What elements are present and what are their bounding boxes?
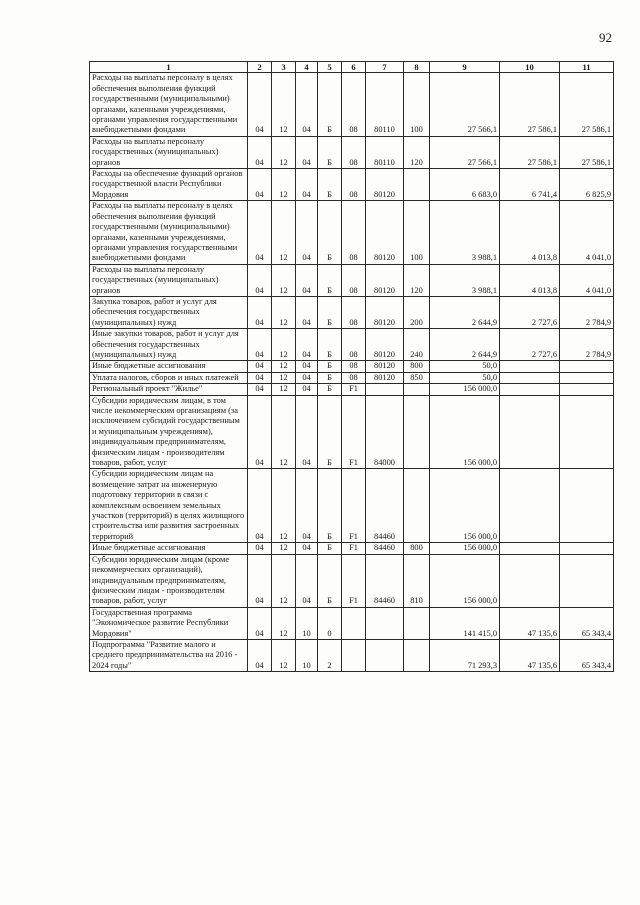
row-cell-c8: 100 — [404, 73, 430, 136]
row-cell-c8: 810 — [404, 554, 430, 607]
row-cell-c7: 80110 — [366, 73, 404, 136]
row-cell-c10: 47 135,6 — [500, 607, 560, 639]
row-name-cell: Подпрограмма "Развитие малого и среднего предпринимательства на 2016 - 2024 годы" — [90, 639, 248, 671]
row-cell-c2: 04 — [248, 395, 272, 469]
row-cell-c7: 80120 — [366, 372, 404, 383]
row-cell-c4: 04 — [296, 395, 318, 469]
table-row — [90, 384, 614, 395]
row-cell-c2: 04 — [248, 201, 272, 264]
row-cell-c9: 27 566,1 — [430, 136, 500, 168]
row-cell-c5: Б — [318, 296, 342, 328]
row-cell-c5: Б — [318, 73, 342, 136]
row-name-cell: Расходы на обеспечение функций органов государственной власти Республики Мордовия — [90, 169, 248, 201]
row-name-cell: Уплата налогов, сборов и иных платежей — [90, 372, 248, 383]
row-name-cell: Расходы на выплаты персоналу государственных (муниципальных) органов — [90, 264, 248, 296]
row-cell-c10 — [500, 543, 560, 554]
column-header-3: 3 — [272, 62, 296, 73]
row-cell-c3: 12 — [272, 296, 296, 328]
table-row — [90, 639, 614, 671]
table-row — [90, 329, 614, 361]
row-cell-c4: 04 — [296, 296, 318, 328]
row-cell-c8: 800 — [404, 543, 430, 554]
row-cell-c2: 04 — [248, 361, 272, 372]
row-cell-c6: 08 — [342, 73, 366, 136]
row-cell-c11 — [560, 543, 614, 554]
row-cell-c3: 12 — [272, 469, 296, 543]
row-name-cell: Субсидии юридическим лицам, в том числе некоммерческим организациям (за исключением субсидий государственным и муниципальным учреждениям), индивидуальным предпринимателям, физическим лицам - производителям товаров, работ, услуг — [90, 395, 248, 469]
row-cell-c10: 27 586,1 — [500, 136, 560, 168]
row-cell-c8 — [404, 469, 430, 543]
row-cell-c4: 04 — [296, 169, 318, 201]
budget-table — [89, 61, 614, 672]
row-cell-c9: 156 000,0 — [430, 395, 500, 469]
row-cell-c10 — [500, 384, 560, 395]
row-cell-c5: Б — [318, 201, 342, 264]
row-cell-c7: 80110 — [366, 136, 404, 168]
row-name-cell: Расходы на выплаты персоналу в целях обеспечения выполнения функций государственными (муниципальными) органами, казенными учреждениями, органами управления государственными внебюджетными фондами — [90, 201, 248, 264]
row-cell-c6: 08 — [342, 372, 366, 383]
row-name-cell: Иные бюджетные ассигнования — [90, 543, 248, 554]
row-cell-c11: 4 041,0 — [560, 201, 614, 264]
row-cell-c3: 12 — [272, 201, 296, 264]
row-cell-c4: 04 — [296, 554, 318, 607]
row-cell-c7: 80120 — [366, 169, 404, 201]
row-cell-c9: 156 000,0 — [430, 469, 500, 543]
row-cell-c8 — [404, 395, 430, 469]
row-cell-c9: 71 293,3 — [430, 639, 500, 671]
row-cell-c9: 3 988,1 — [430, 201, 500, 264]
row-cell-c5: Б — [318, 361, 342, 372]
row-cell-c10: 2 727,6 — [500, 296, 560, 328]
column-header-6: 6 — [342, 62, 366, 73]
row-cell-c8: 120 — [404, 136, 430, 168]
row-cell-c10 — [500, 469, 560, 543]
row-cell-c9: 50,0 — [430, 361, 500, 372]
row-cell-c5: Б — [318, 384, 342, 395]
row-cell-c7: 80120 — [366, 296, 404, 328]
row-cell-c6: F1 — [342, 384, 366, 395]
row-cell-c3: 12 — [272, 607, 296, 639]
row-name-cell: Региональный проект "Жилье" — [90, 384, 248, 395]
row-cell-c3: 12 — [272, 169, 296, 201]
row-cell-c3: 12 — [272, 554, 296, 607]
row-cell-c8 — [404, 639, 430, 671]
header-row — [90, 62, 614, 73]
row-cell-c8: 200 — [404, 296, 430, 328]
row-cell-c5: 0 — [318, 607, 342, 639]
row-cell-c3: 12 — [272, 361, 296, 372]
row-cell-c2: 04 — [248, 136, 272, 168]
table-row — [90, 469, 614, 543]
row-cell-c4: 04 — [296, 361, 318, 372]
row-cell-c2: 04 — [248, 73, 272, 136]
row-cell-c2: 04 — [248, 264, 272, 296]
row-cell-c7: 80120 — [366, 264, 404, 296]
row-cell-c11: 27 586,1 — [560, 136, 614, 168]
row-cell-c9: 2 644,9 — [430, 296, 500, 328]
row-cell-c10: 27 586,1 — [500, 73, 560, 136]
table-row — [90, 73, 614, 136]
row-cell-c3: 12 — [272, 639, 296, 671]
row-name-cell: Субсидии юридическим лицам (кроме некоммерческих организаций), индивидуальным предпринимателям, физическим лицам - производителям товаров, работ, услуг — [90, 554, 248, 607]
column-header-5: 5 — [318, 62, 342, 73]
row-cell-c9: 3 988,1 — [430, 264, 500, 296]
row-cell-c10: 47 135,6 — [500, 639, 560, 671]
table-row — [90, 543, 614, 554]
row-cell-c3: 12 — [272, 395, 296, 469]
row-cell-c4: 04 — [296, 201, 318, 264]
row-cell-c5: Б — [318, 372, 342, 383]
row-cell-c11 — [560, 469, 614, 543]
row-cell-c9: 156 000,0 — [430, 554, 500, 607]
row-cell-c9: 141 415,0 — [430, 607, 500, 639]
row-cell-c6: F1 — [342, 469, 366, 543]
row-cell-c8: 100 — [404, 201, 430, 264]
row-cell-c6: 08 — [342, 264, 366, 296]
row-cell-c11 — [560, 361, 614, 372]
row-cell-c11 — [560, 395, 614, 469]
row-cell-c11: 65 343,4 — [560, 607, 614, 639]
row-name-cell: Закупка товаров, работ и услуг для обеспечения государственных (муниципальных) нужд — [90, 296, 248, 328]
table-row — [90, 169, 614, 201]
row-cell-c2: 04 — [248, 329, 272, 361]
row-cell-c2: 04 — [248, 372, 272, 383]
row-cell-c11 — [560, 372, 614, 383]
row-cell-c6: 08 — [342, 296, 366, 328]
row-cell-c4: 04 — [296, 136, 318, 168]
row-cell-c4: 04 — [296, 264, 318, 296]
row-cell-c11: 2 784,9 — [560, 296, 614, 328]
row-cell-c6: F1 — [342, 543, 366, 554]
row-cell-c5: Б — [318, 543, 342, 554]
row-cell-c10 — [500, 361, 560, 372]
row-cell-c9: 50,0 — [430, 372, 500, 383]
row-cell-c4: 10 — [296, 607, 318, 639]
column-header-8: 8 — [404, 62, 430, 73]
row-cell-c4: 10 — [296, 639, 318, 671]
row-cell-c4: 04 — [296, 469, 318, 543]
row-cell-c9: 156 000,0 — [430, 543, 500, 554]
row-cell-c11: 4 041,0 — [560, 264, 614, 296]
row-cell-c10 — [500, 372, 560, 383]
row-cell-c4: 04 — [296, 543, 318, 554]
table-row — [90, 372, 614, 383]
row-cell-c7: 84460 — [366, 543, 404, 554]
table-row — [90, 296, 614, 328]
row-cell-c7: 80120 — [366, 329, 404, 361]
row-cell-c2: 04 — [248, 469, 272, 543]
column-header-9: 9 — [430, 62, 500, 73]
row-cell-c8 — [404, 607, 430, 639]
row-cell-c10: 4 013,8 — [500, 264, 560, 296]
row-cell-c3: 12 — [272, 136, 296, 168]
row-name-cell: Субсидии юридическим лицам на возмещение затрат на инженерную подготовку территории в связи с комплексным освоением земельных участков (территорий) в целях жилищного строительства или развития застроенных территорий — [90, 469, 248, 543]
row-cell-c7: 84460 — [366, 469, 404, 543]
table-row — [90, 554, 614, 607]
row-cell-c11: 27 586,1 — [560, 73, 614, 136]
row-cell-c4: 04 — [296, 73, 318, 136]
page-number: 92 — [599, 30, 612, 45]
column-header-1: 1 — [90, 62, 248, 73]
row-cell-c6: F1 — [342, 554, 366, 607]
row-cell-c11: 6 825,9 — [560, 169, 614, 201]
row-cell-c11: 2 784,9 — [560, 329, 614, 361]
row-cell-c7: 80120 — [366, 201, 404, 264]
column-header-10: 10 — [500, 62, 560, 73]
row-cell-c5: Б — [318, 469, 342, 543]
table-row — [90, 201, 614, 264]
row-name-cell: Государственная программа "Экономическое развитие Республики Мордовия" — [90, 607, 248, 639]
row-cell-c5: Б — [318, 136, 342, 168]
row-cell-c11 — [560, 384, 614, 395]
row-cell-c2: 04 — [248, 296, 272, 328]
row-cell-c2: 04 — [248, 543, 272, 554]
row-cell-c2: 04 — [248, 169, 272, 201]
row-cell-c9: 27 566,1 — [430, 73, 500, 136]
row-cell-c5: Б — [318, 395, 342, 469]
row-cell-c6 — [342, 607, 366, 639]
row-cell-c8 — [404, 169, 430, 201]
row-cell-c2: 04 — [248, 554, 272, 607]
column-header-7: 7 — [366, 62, 404, 73]
row-cell-c6: 08 — [342, 201, 366, 264]
table-body — [90, 73, 614, 672]
row-cell-c7: 84000 — [366, 395, 404, 469]
row-cell-c8: 800 — [404, 361, 430, 372]
row-cell-c6: 08 — [342, 136, 366, 168]
row-cell-c7: 80120 — [366, 361, 404, 372]
row-cell-c7 — [366, 384, 404, 395]
row-cell-c3: 12 — [272, 372, 296, 383]
row-cell-c11: 65 343,4 — [560, 639, 614, 671]
row-cell-c4: 04 — [296, 329, 318, 361]
row-cell-c3: 12 — [272, 543, 296, 554]
row-cell-c8: 850 — [404, 372, 430, 383]
row-name-cell: Иные закупки товаров, работ и услуг для обеспечения государственных (муниципальных) нужд — [90, 329, 248, 361]
table-row — [90, 607, 614, 639]
row-cell-c9: 6 683,0 — [430, 169, 500, 201]
row-cell-c10: 4 013,8 — [500, 201, 560, 264]
row-cell-c8 — [404, 384, 430, 395]
row-cell-c6: 08 — [342, 169, 366, 201]
row-cell-c3: 12 — [272, 329, 296, 361]
row-cell-c3: 12 — [272, 384, 296, 395]
row-cell-c5: Б — [318, 264, 342, 296]
row-cell-c6: 08 — [342, 329, 366, 361]
row-name-cell: Расходы на выплаты персоналу государственных (муниципальных) органов — [90, 136, 248, 168]
row-cell-c5: Б — [318, 169, 342, 201]
row-cell-c7: 84460 — [366, 554, 404, 607]
column-header-4: 4 — [296, 62, 318, 73]
row-cell-c4: 04 — [296, 384, 318, 395]
row-cell-c9: 2 644,9 — [430, 329, 500, 361]
row-cell-c9: 156 000,0 — [430, 384, 500, 395]
row-cell-c10 — [500, 395, 560, 469]
row-name-cell: Иные бюджетные ассигнования — [90, 361, 248, 372]
row-cell-c10: 6 741,4 — [500, 169, 560, 201]
column-header-2: 2 — [248, 62, 272, 73]
table-row — [90, 136, 614, 168]
row-cell-c7 — [366, 639, 404, 671]
row-cell-c10 — [500, 554, 560, 607]
row-cell-c2: 04 — [248, 607, 272, 639]
row-cell-c3: 12 — [272, 264, 296, 296]
row-cell-c5: 2 — [318, 639, 342, 671]
row-cell-c4: 04 — [296, 372, 318, 383]
table-row — [90, 395, 614, 469]
row-cell-c11 — [560, 554, 614, 607]
row-cell-c10: 2 727,6 — [500, 329, 560, 361]
table-row — [90, 264, 614, 296]
row-cell-c8: 240 — [404, 329, 430, 361]
row-cell-c6: 08 — [342, 361, 366, 372]
row-cell-c6: F1 — [342, 395, 366, 469]
row-cell-c6 — [342, 639, 366, 671]
table-row — [90, 361, 614, 372]
row-cell-c7 — [366, 607, 404, 639]
row-cell-c2: 04 — [248, 384, 272, 395]
row-cell-c3: 12 — [272, 73, 296, 136]
row-cell-c5: Б — [318, 554, 342, 607]
row-cell-c5: Б — [318, 329, 342, 361]
row-cell-c8: 120 — [404, 264, 430, 296]
column-header-11: 11 — [560, 62, 614, 73]
row-name-cell: Расходы на выплаты персоналу в целях обеспечения выполнения функций государственными (муниципальными) органами, казенными учреждениями, органами управления государственными внебюджетными фондами — [90, 73, 248, 136]
row-cell-c2: 04 — [248, 639, 272, 671]
